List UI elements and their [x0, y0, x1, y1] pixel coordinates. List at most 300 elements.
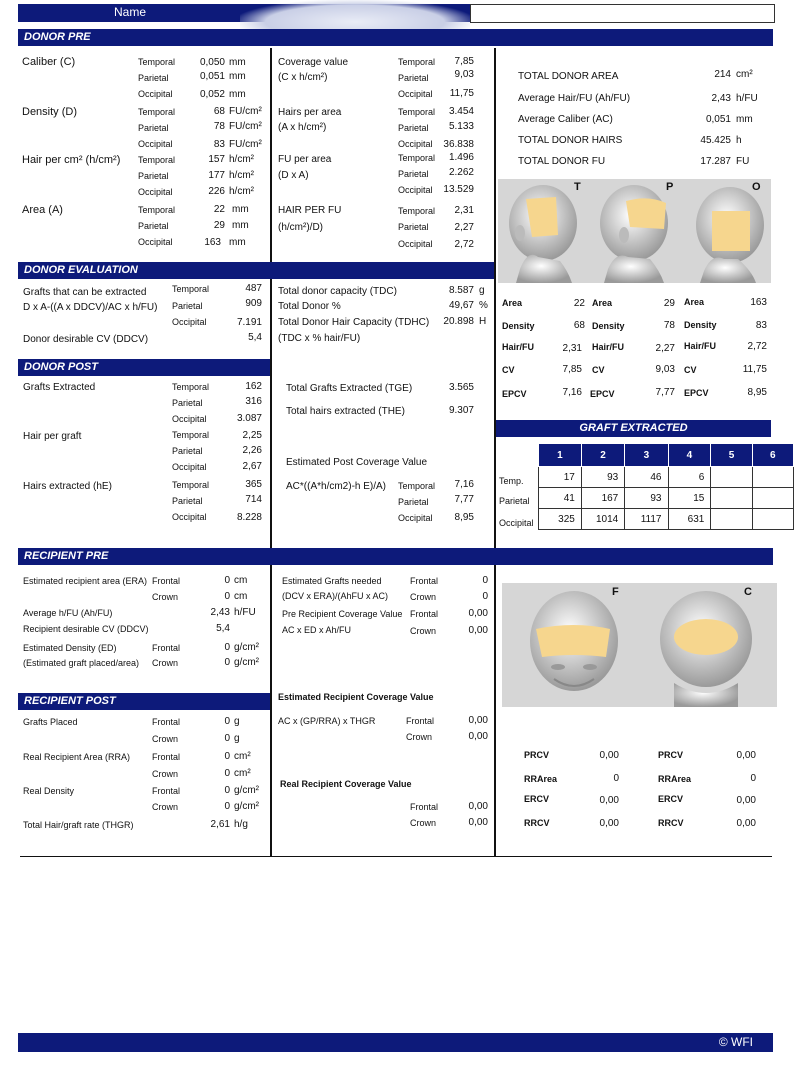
- zone-temporal: Temporal: [398, 481, 436, 491]
- hair-fu-formula: (h/cm²)/D): [278, 222, 323, 233]
- real-density-label: Real Density: [23, 786, 75, 796]
- rs-rrarea-c: 0: [750, 773, 756, 784]
- graft-cell[interactable]: 325: [539, 509, 582, 530]
- zone-occipital: Occipital: [398, 89, 433, 99]
- grafts-extracted-p: 316: [245, 396, 262, 407]
- zone-frontal: Frontal: [410, 576, 439, 586]
- rs-ercv-label-f: ERCV: [524, 794, 550, 804]
- graft-cell[interactable]: [711, 467, 752, 488]
- density-unit-t: FU/cm²: [229, 106, 262, 117]
- area-t: 22: [213, 204, 225, 215]
- density-unit-o: FU/cm²: [229, 139, 262, 150]
- tge: 3.565: [448, 382, 474, 393]
- zone-crown: Crown: [410, 818, 437, 828]
- head-label-t: T: [574, 181, 581, 193]
- real-density-crown: 0: [224, 801, 230, 812]
- table-row: [539, 488, 794, 509]
- ed-unit-f: g/cm²: [234, 642, 259, 653]
- graft-col-4: 4: [668, 444, 711, 467]
- era-unit-f: cm: [234, 575, 248, 586]
- tge-label: Total Grafts Extracted (TGE): [286, 383, 413, 394]
- real-density-unit-f: g/cm²: [234, 785, 259, 796]
- zone-crown: Crown: [152, 592, 179, 602]
- rra-frontal: 0: [224, 751, 230, 762]
- total-donor-pct-label: Total Donor %: [278, 301, 341, 312]
- rs-rrarea-label-c: RRArea: [658, 774, 692, 784]
- zone-crown: Crown: [152, 734, 179, 744]
- zone-temporal: Temporal: [398, 107, 436, 117]
- egn-label: Estimated Grafts needed: [282, 576, 382, 586]
- graft-extracted-table: [538, 443, 794, 530]
- head-temporal-icon: [509, 185, 577, 283]
- total-donor-hairs-label: TOTAL DONOR HAIRS: [518, 135, 623, 146]
- zs-cv-label-t: CV: [502, 365, 515, 375]
- tdc-label: Total donor capacity (TDC): [278, 286, 397, 297]
- zone-parietal: Parietal: [172, 446, 203, 456]
- epcv-o: 8,95: [454, 512, 474, 523]
- total-donor-fu: 17.287: [700, 156, 731, 167]
- head-parietal-icon: [600, 185, 668, 283]
- graft-cell[interactable]: [752, 467, 793, 488]
- ed-frontal: 0: [224, 642, 230, 653]
- ahfu: 2,43: [210, 607, 230, 618]
- graft-cell[interactable]: 631: [668, 509, 711, 530]
- hair-fu-o: 2,72: [454, 239, 474, 250]
- zone-parietal: Parietal: [398, 73, 429, 83]
- zs-epcv-label-o: EPCV: [684, 388, 709, 398]
- grafts-placed-label: Grafts Placed: [23, 717, 78, 727]
- grafts-extractable-p: 909: [245, 298, 262, 309]
- donor-heads-illustration: [498, 179, 771, 283]
- rra-crown: 0: [224, 768, 230, 779]
- divider-1: [270, 48, 272, 856]
- real-density-frontal: 0: [224, 785, 230, 796]
- graft-cell[interactable]: 93: [625, 488, 668, 509]
- graft-cell[interactable]: 15: [668, 488, 711, 509]
- rdcv-label: Recipient desirable CV (DDCV): [23, 624, 149, 634]
- zone-temporal: Temporal: [138, 57, 176, 67]
- graft-cell[interactable]: 167: [581, 488, 624, 509]
- total-donor-hairs-unit: h: [736, 135, 742, 146]
- zone-frontal: Frontal: [152, 643, 181, 653]
- graft-col-1: 1: [539, 444, 582, 467]
- fu-area-p: 2.262: [448, 167, 474, 178]
- prcv-crown: 0,00: [468, 625, 488, 636]
- zone-occipital: Occipital: [398, 139, 433, 149]
- graft-cell[interactable]: 46: [625, 467, 668, 488]
- epcv-formula: AC*((A*h/cm2)-h E)/A): [286, 481, 387, 492]
- zone-temporal: Temporal: [172, 284, 210, 294]
- zs-hairfu-label-p: Hair/FU: [592, 342, 625, 352]
- graft-col-6: 6: [752, 444, 793, 467]
- zone-occipital: Occipital: [172, 414, 207, 424]
- head-frontal-icon: [530, 591, 618, 691]
- avg-caliber-label: Average Caliber (AC): [518, 114, 613, 125]
- zone-temporal: Temporal: [172, 382, 210, 392]
- era-label: Estimated recipient area (ERA): [23, 576, 148, 586]
- zone-crown: Crown: [152, 802, 179, 812]
- graft-cell[interactable]: 17: [539, 467, 582, 488]
- rrcv-frontal: 0,00: [468, 801, 488, 812]
- zone-frontal: Frontal: [152, 752, 181, 762]
- head-label-f: F: [612, 586, 619, 598]
- zone-frontal: Frontal: [152, 576, 181, 586]
- area-o: 163: [204, 237, 221, 248]
- rra-unit-c: cm²: [234, 768, 251, 779]
- zs-density-label-t: Density: [502, 321, 535, 331]
- zs-cv-o: 11,75: [742, 364, 767, 375]
- zs-hairfu-label-t: Hair/FU: [502, 342, 535, 352]
- recipient-post-header: RECIPIENT POST: [18, 693, 270, 710]
- ed-label: Estimated Density (ED): [23, 643, 117, 653]
- zone-frontal: Frontal: [152, 786, 181, 796]
- grafts-extractable-formula: D x A-((A x DDCV)/AC x h/FU): [23, 302, 158, 313]
- grafts-placed-frontal: 0: [224, 716, 230, 727]
- graft-cell[interactable]: 6: [668, 467, 711, 488]
- hair-per-graft-o: 2,67: [242, 461, 262, 472]
- zs-density-t: 68: [573, 320, 585, 331]
- graft-row-label-occipital: Occipital: [499, 518, 534, 528]
- zone-crown: Crown: [152, 769, 179, 779]
- recipient-head-panel: [502, 583, 777, 707]
- zs-epcv-o: 8,95: [747, 387, 767, 398]
- tdc-unit: g: [479, 285, 485, 296]
- tdhc-formula: (TDC x % hair/FU): [278, 333, 361, 344]
- zone-parietal: Parietal: [172, 496, 203, 506]
- hair-cm2-o: 226: [208, 186, 225, 197]
- ddcv-label: Donor desirable CV (DDCV): [23, 334, 149, 345]
- ed-crown: 0: [224, 657, 230, 668]
- hair-fu-p: 2,27: [454, 222, 474, 233]
- area-unit-p: mm: [232, 220, 249, 231]
- rs-rrarea-f: 0: [613, 773, 619, 784]
- rrcv-title: Real Recipient Coverage Value: [280, 779, 412, 789]
- graft-col-2: 2: [581, 444, 624, 467]
- hairs-extracted-label: Hairs extracted (hE): [23, 481, 112, 492]
- total-donor-fu-unit: FU: [736, 156, 750, 167]
- zs-area-label-o: Area: [684, 297, 705, 307]
- density-unit-p: FU/cm²: [229, 121, 262, 132]
- head-crown-icon: [660, 591, 752, 707]
- density-t: 68: [213, 106, 225, 117]
- zone-temporal: Temporal: [138, 107, 176, 117]
- zs-cv-label-o: CV: [684, 365, 697, 375]
- graft-cell[interactable]: [711, 509, 752, 530]
- graft-row-label-parietal: Parietal: [499, 496, 530, 506]
- ercv-title: Estimated Recipient Coverage Value: [278, 692, 434, 702]
- caliber-unit-o: mm: [229, 89, 246, 100]
- zone-temporal: Temporal: [172, 480, 210, 490]
- prcv-formula: AC x ED x Ah/FU: [282, 625, 352, 635]
- epcv-t: 7,16: [454, 479, 474, 490]
- rs-rrarea-label-f: RRArea: [524, 774, 558, 784]
- total-donor-area-label: TOTAL DONOR AREA: [518, 71, 619, 82]
- rs-rrcv-label-c: RRCV: [658, 818, 684, 828]
- fu-area-t: 1.496: [448, 152, 474, 163]
- zs-density-p: 78: [663, 320, 675, 331]
- footer-bar: [18, 1033, 773, 1052]
- recipient-pre-header: RECIPIENT PRE: [18, 548, 773, 565]
- head-occipital-icon: [696, 187, 764, 283]
- graft-cell[interactable]: [711, 488, 752, 509]
- zone-crown: Crown: [410, 626, 437, 636]
- tdhc-label: Total Donor Hair Capacity (TDHC): [278, 317, 430, 328]
- hairs-area-formula: (A x h/cm²): [278, 122, 327, 133]
- hairs-area-label: Hairs per area: [278, 107, 342, 118]
- avg-hair-unit: h/FU: [736, 93, 758, 104]
- graft-extracted-header: GRAFT EXTRACTED: [496, 420, 771, 437]
- zone-temporal: Temporal: [398, 153, 436, 163]
- coverage-o: 11,75: [449, 88, 474, 99]
- thgr-label: Total Hair/graft rate (THGR): [23, 820, 134, 830]
- hair-fu-t: 2,31: [454, 205, 474, 216]
- zone-temporal: Temporal: [138, 205, 176, 215]
- zone-occipital: Occipital: [398, 513, 433, 523]
- total-donor-area-unit: cm²: [736, 69, 753, 80]
- fu-area-label: FU per area: [278, 154, 332, 165]
- zs-area-label-p: Area: [592, 298, 613, 308]
- head-label-o: O: [752, 181, 761, 193]
- zs-cv-label-p: CV: [592, 365, 605, 375]
- hair-per-graft-p: 2,26: [242, 445, 262, 456]
- caliber-o: 0,052: [199, 89, 225, 100]
- graft-cell[interactable]: 1014: [581, 509, 624, 530]
- zs-density-o: 83: [755, 320, 767, 331]
- density-p: 78: [213, 121, 225, 132]
- caliber-unit-p: mm: [229, 71, 246, 82]
- zone-frontal: Frontal: [406, 716, 435, 726]
- coverage-formula: (C x h/cm²): [278, 72, 328, 83]
- zs-density-label-p: Density: [592, 321, 625, 331]
- zs-density-label-o: Density: [684, 320, 717, 330]
- ercv-frontal: 0,00: [468, 715, 488, 726]
- area-label: Area (A): [22, 204, 63, 216]
- total-donor-hairs: 45.425: [700, 135, 731, 146]
- rs-ercv-c: 0,00: [736, 795, 756, 806]
- zs-hairfu-t: 2,31: [562, 343, 582, 354]
- era-crown: 0: [224, 591, 230, 602]
- area-p: 29: [213, 220, 225, 231]
- total-donor-pct-unit: %: [479, 300, 488, 311]
- zone-occipital: Occipital: [172, 512, 207, 522]
- zone-crown: Crown: [410, 592, 437, 602]
- zone-parietal: Parietal: [398, 123, 429, 133]
- graft-col-5: 5: [711, 444, 752, 467]
- zs-epcv-p: 7,77: [655, 387, 675, 398]
- avg-caliber: 0,051: [705, 114, 731, 125]
- zs-cv-t: 7,85: [562, 364, 582, 375]
- graft-col-3: 3: [625, 444, 668, 467]
- rs-rrcv-f: 0,00: [599, 818, 619, 829]
- avg-hair: 2,43: [711, 93, 731, 104]
- tdhc-unit: H: [479, 316, 487, 327]
- grafts-placed-unit-f: g: [234, 716, 240, 727]
- real-density-unit-c: g/cm²: [234, 801, 259, 812]
- egn-formula: (DCV x ERA)/(AhFU x AC): [282, 591, 389, 601]
- zone-temporal: Temporal: [172, 430, 210, 440]
- name-label: Name: [114, 5, 147, 19]
- avg-caliber-unit: mm: [736, 114, 753, 125]
- zs-epcv-label-t: EPCV: [502, 389, 527, 399]
- graft-cell[interactable]: 41: [539, 488, 582, 509]
- zone-temporal: Temporal: [398, 206, 436, 216]
- ed-formula: (Estimated graft placed/area): [23, 658, 140, 668]
- hair-cm2-unit-t: h/cm²: [229, 154, 254, 165]
- copyright: © WFI: [718, 1035, 753, 1049]
- hairs-area-t: 3.454: [448, 106, 474, 117]
- hairs-area-p: 5.133: [448, 121, 474, 132]
- rs-rrcv-c: 0,00: [736, 818, 756, 829]
- total-donor-area: 214: [714, 69, 731, 80]
- area-unit-t: mm: [232, 204, 249, 215]
- hair-per-graft-label: Hair per graft: [23, 431, 82, 442]
- name-input[interactable]: [470, 4, 775, 23]
- zs-area-t: 22: [573, 298, 585, 309]
- caliber-unit-t: mm: [229, 57, 246, 68]
- graft-cell[interactable]: 93: [581, 467, 624, 488]
- zone-frontal: Frontal: [410, 802, 439, 812]
- graft-cell[interactable]: [752, 509, 793, 530]
- donor-head-panel: [498, 179, 771, 283]
- thgr: 2,61: [210, 819, 230, 830]
- caliber-label: Caliber (C): [22, 56, 76, 68]
- zone-temporal: Temporal: [398, 57, 436, 67]
- ahfu-unit: h/FU: [234, 607, 256, 618]
- ercv-crown: 0,00: [468, 731, 488, 742]
- hairs-extracted-o: 8.228: [236, 512, 262, 523]
- zone-parietal: Parietal: [138, 221, 169, 231]
- table-row: [539, 467, 794, 488]
- zone-crown: Crown: [152, 658, 179, 668]
- zone-occipital: Occipital: [138, 187, 173, 197]
- grafts-extractable-label: Grafts that can be extracted: [23, 287, 147, 298]
- table-row: [539, 509, 794, 530]
- rs-prcv-label-c: PRCV: [658, 750, 684, 760]
- zone-occipital: Occipital: [172, 462, 207, 472]
- zone-crown: Crown: [406, 732, 433, 742]
- density-o: 83: [213, 139, 225, 150]
- hair-fu-label: HAIR PER FU: [278, 205, 342, 216]
- epcv-p: 7,77: [454, 494, 474, 505]
- zone-temporal: Temporal: [138, 155, 176, 165]
- era-frontal: 0: [224, 575, 230, 586]
- zone-parietal: Parietal: [172, 301, 203, 311]
- ercv-formula: AC x (GP/RRA) x THGR: [278, 716, 376, 726]
- egn-crown: 0: [482, 591, 488, 602]
- rs-ercv-label-c: ERCV: [658, 794, 684, 804]
- rra-label: Real Recipient Area (RRA): [23, 752, 131, 762]
- grafts-extracted-o: 3.087: [236, 413, 262, 424]
- bottom-rule: [20, 856, 772, 857]
- zone-occipital: Occipital: [138, 237, 173, 247]
- zone-parietal: Parietal: [138, 171, 169, 181]
- egn-frontal: 0: [482, 575, 488, 586]
- rdcv: 5,4: [216, 623, 230, 634]
- zs-epcv-label-p: EPCV: [590, 389, 615, 399]
- tdc: 8.587: [448, 285, 474, 296]
- epcv-label: Estimated Post Coverage Value: [286, 457, 428, 468]
- grafts-extracted-t: 162: [245, 381, 262, 392]
- head-label-p: P: [666, 181, 674, 193]
- zone-occipital: Occipital: [172, 317, 207, 327]
- zone-parietal: Parietal: [398, 222, 429, 232]
- grafts-extracted-label: Grafts Extracted: [23, 382, 96, 393]
- zs-area-label-t: Area: [502, 298, 523, 308]
- tdhc: 20.898: [443, 316, 474, 327]
- zone-parietal: Parietal: [138, 123, 169, 133]
- donor-evaluation-header: DONOR EVALUATION: [18, 262, 494, 279]
- graft-cell[interactable]: [752, 488, 793, 509]
- grafts-placed-crown: 0: [224, 733, 230, 744]
- grafts-placed-unit-c: g: [234, 733, 240, 744]
- zs-cv-p: 9,03: [655, 364, 675, 375]
- ddcv: 5,4: [248, 332, 262, 343]
- rs-ercv-f: 0,00: [599, 795, 619, 806]
- hair-cm2-label: Hair per cm² (h/cm²): [22, 154, 121, 166]
- rrcv-crown: 0,00: [468, 817, 488, 828]
- fu-area-formula: (D x A): [278, 170, 309, 181]
- hair-per-graft-t: 2,25: [242, 430, 262, 441]
- zs-hairfu-o: 2,72: [747, 341, 767, 352]
- density-label: Density (D): [22, 106, 78, 118]
- zone-frontal: Frontal: [152, 717, 181, 727]
- grafts-extractable-t: 487: [245, 283, 262, 294]
- hairs-extracted-t: 365: [245, 479, 262, 490]
- ahfu-label: Average h/FU (Ah/FU): [23, 608, 113, 618]
- the: 9.307: [448, 405, 474, 416]
- donor-post-header: DONOR POST: [18, 359, 270, 376]
- rs-prcv-f: 0,00: [599, 750, 619, 761]
- rra-unit-f: cm²: [234, 751, 251, 762]
- total-donor-fu-label: TOTAL DONOR FU: [518, 156, 606, 167]
- total-donor-pct: 49,67: [448, 300, 474, 311]
- grafts-extractable-o: 7.191: [236, 317, 262, 328]
- rs-prcv-label-f: PRCV: [524, 750, 550, 760]
- recipient-heads-illustration: [502, 583, 777, 707]
- zs-area-o: 163: [750, 297, 767, 308]
- coverage-t: 7,85: [454, 56, 474, 67]
- coverage-p: 9,03: [454, 69, 474, 80]
- donor-pre-header: DONOR PRE: [18, 29, 773, 46]
- zone-occipital: Occipital: [398, 185, 433, 195]
- zone-parietal: Parietal: [398, 497, 429, 507]
- zone-parietal: Parietal: [172, 398, 203, 408]
- zone-occipital: Occipital: [398, 239, 433, 249]
- area-unit-o: mm: [229, 237, 246, 248]
- hair-cm2-t: 157: [208, 154, 225, 165]
- zone-occipital: Occipital: [138, 139, 173, 149]
- hairs-area-o: 36.838: [443, 139, 474, 150]
- zs-area-p: 29: [663, 298, 675, 309]
- prcv-frontal: 0,00: [468, 608, 488, 619]
- divider-2: [494, 48, 496, 856]
- fu-area-o: 13.529: [443, 184, 474, 195]
- hairs-extracted-p: 714: [245, 494, 262, 505]
- zs-hairfu-label-o: Hair/FU: [684, 341, 717, 351]
- zone-occipital: Occipital: [138, 89, 173, 99]
- zs-hairfu-p: 2,27: [655, 343, 675, 354]
- avg-hair-label: Average Hair/FU (Ah/FU): [518, 93, 631, 104]
- graft-cell[interactable]: 1117: [625, 509, 668, 530]
- the-label: Total hairs extracted (THE): [286, 406, 405, 417]
- hair-cm2-unit-p: h/cm²: [229, 170, 254, 181]
- thgr-unit: h/g: [234, 819, 248, 830]
- zs-epcv-t: 7,16: [562, 387, 582, 398]
- zone-parietal: Parietal: [398, 169, 429, 179]
- rs-prcv-c: 0,00: [736, 750, 756, 761]
- head-label-c: C: [744, 586, 752, 598]
- hair-cm2-unit-o: h/cm²: [229, 186, 254, 197]
